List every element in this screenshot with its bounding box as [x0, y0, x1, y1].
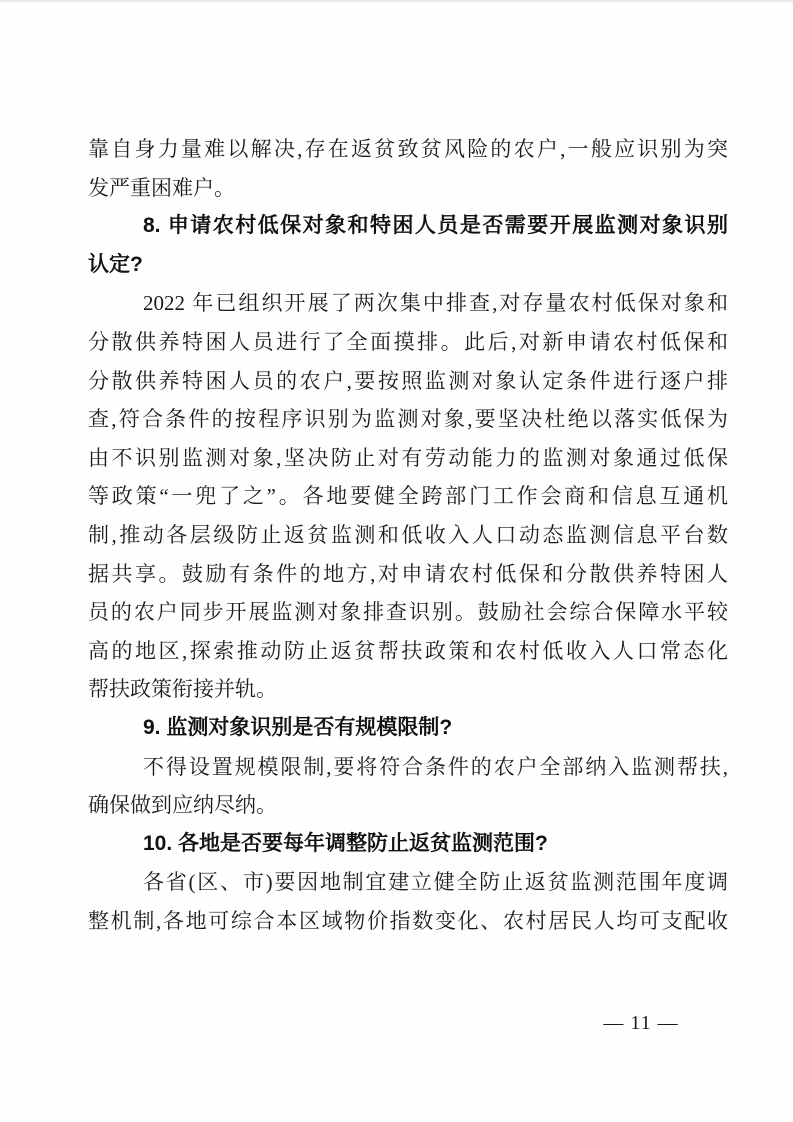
- body-line: 分散供养特困人员进行了全面摸排。此后,对新申请农村低保和: [88, 329, 728, 354]
- body-line: 不得设置规模限制,要将符合条件的农户全部纳入监测帮扶,: [143, 754, 728, 779]
- scan-edge-artifact: [0, 0, 793, 2]
- body-line: 由不识别监测对象,坚决防止对有劳动能力的监测对象通过低保: [88, 445, 728, 470]
- body-line: 靠自身力量难以解决,存在返贫致贫风险的农户,一般应识别为突: [88, 137, 728, 161]
- page-number: — 11 —: [603, 1012, 679, 1034]
- body-line: 据共享。鼓励有条件的地方,对申请农村低保和分散供养特困人: [88, 561, 728, 586]
- body-line: 帮扶政策衔接并轨。: [88, 677, 277, 702]
- text-lines: [88, 130, 728, 940]
- body-line: 分散供养特困人员的农户,要按照监测对象认定条件进行逐户排: [88, 368, 728, 393]
- body-line: 等政策“一兜了之”。各地要健全跨部门工作会商和信息互通机: [88, 484, 728, 509]
- body-line: 发严重困难户。: [88, 175, 235, 200]
- heading-line: 8. 申请农村低保对象和特困人员是否需要开展监测对象识别: [143, 214, 728, 238]
- body-line: 2022 年已组织开展了两次集中排查,对存量农村低保对象和: [143, 291, 728, 316]
- body-line: 员的农户同步开展监测对象排查识别。鼓励社会综合保障水平较: [88, 600, 728, 625]
- body-line: 各省(区、市)要因地制宜建立健全防止返贫监测范围年度调: [143, 870, 728, 895]
- body-line: 整机制,各地可综合本区域物价指数变化、农村居民人均可支配收: [88, 908, 728, 933]
- heading-line: 认定?: [88, 252, 143, 276]
- body-line: 高的地区,探索推动防止返贫帮扶政策和农村低收入人口常态化: [88, 638, 728, 663]
- body-line: 制,推动各层级防止返贫监测和低收入人口动态监测信息平台数: [88, 522, 728, 547]
- body-line: 查,符合条件的按程序识别为监测对象,要坚决杜绝以落实低保为: [88, 407, 728, 432]
- heading-line: 9. 监测对象识别是否有规模限制?: [143, 715, 453, 739]
- heading-line: 10. 各地是否要每年调整防止返贫监测范围?: [143, 831, 548, 855]
- body-line: 确保做到应纳尽纳。: [88, 793, 277, 818]
